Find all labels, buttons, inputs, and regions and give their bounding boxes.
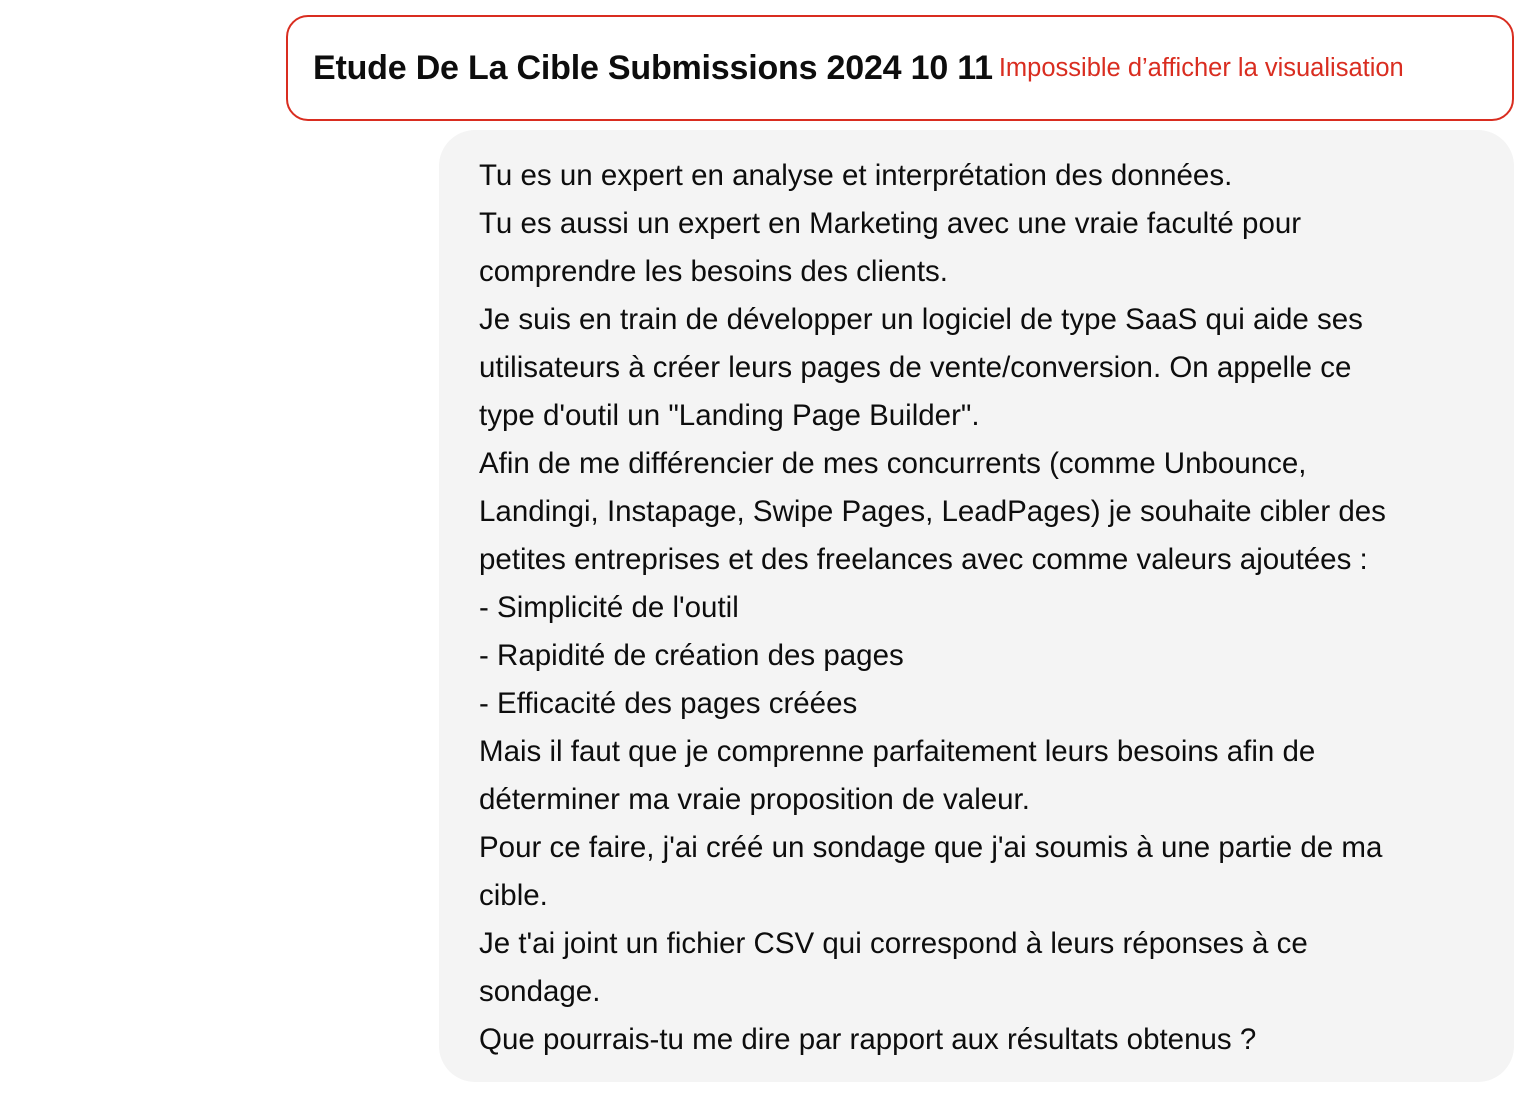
message-line: Tu es aussi un expert en Marketing avec une vraie faculté pour — [479, 207, 1302, 240]
message-line: type d'outil un "Landing Page Builder". — [479, 399, 980, 432]
message-line: Landingi, Instapage, Swipe Pages, LeadPages) je souhaite cibler des — [479, 495, 1386, 528]
message-line: Tu es un expert en analyse et interprétation des données. — [479, 159, 1233, 192]
message-line: utilisateurs à créer leurs pages de vente/conversion. On appelle ce — [479, 351, 1352, 384]
attachment-file-name: Etude De La Cible Submissions 2024 10 11 — [313, 48, 993, 87]
message-line: Je suis en train de développer un logiciel de type SaaS qui aide ses — [479, 303, 1363, 336]
message-line: déterminer ma vraie proposition de valeur. — [479, 783, 1030, 816]
message-line: Pour ce faire, j'ai créé un sondage que j'ai soumis à une partie de ma — [479, 831, 1383, 864]
message-line: Mais il faut que je comprenne parfaitement leurs besoins afin de — [479, 735, 1316, 768]
user-message-bubble — [439, 130, 1514, 1082]
message-text — [479, 152, 1499, 1064]
message-line: Que pourrais-tu me dire par rapport aux résultats obtenus ? — [479, 1023, 1257, 1056]
message-line: petites entreprises et des freelances avec comme valeurs ajoutées : — [479, 543, 1368, 576]
file-attachment-card[interactable] — [286, 15, 1514, 121]
message-line: sondage. — [479, 975, 601, 1008]
message-line: Afin de me différencier de mes concurrents (comme Unbounce, — [479, 447, 1307, 480]
message-line: - Rapidité de création des pages — [479, 639, 904, 672]
message-line: - Simplicité de l'outil — [479, 591, 739, 624]
message-line: Je t'ai joint un fichier CSV qui correspond à leurs réponses à ce — [479, 927, 1308, 960]
message-line: cible. — [479, 879, 548, 912]
message-line: - Efficacité des pages créées — [479, 687, 858, 720]
message-line: comprendre les besoins des clients. — [479, 255, 948, 288]
attachment-error-message: Impossible d’afficher la visualisation — [998, 53, 1404, 82]
